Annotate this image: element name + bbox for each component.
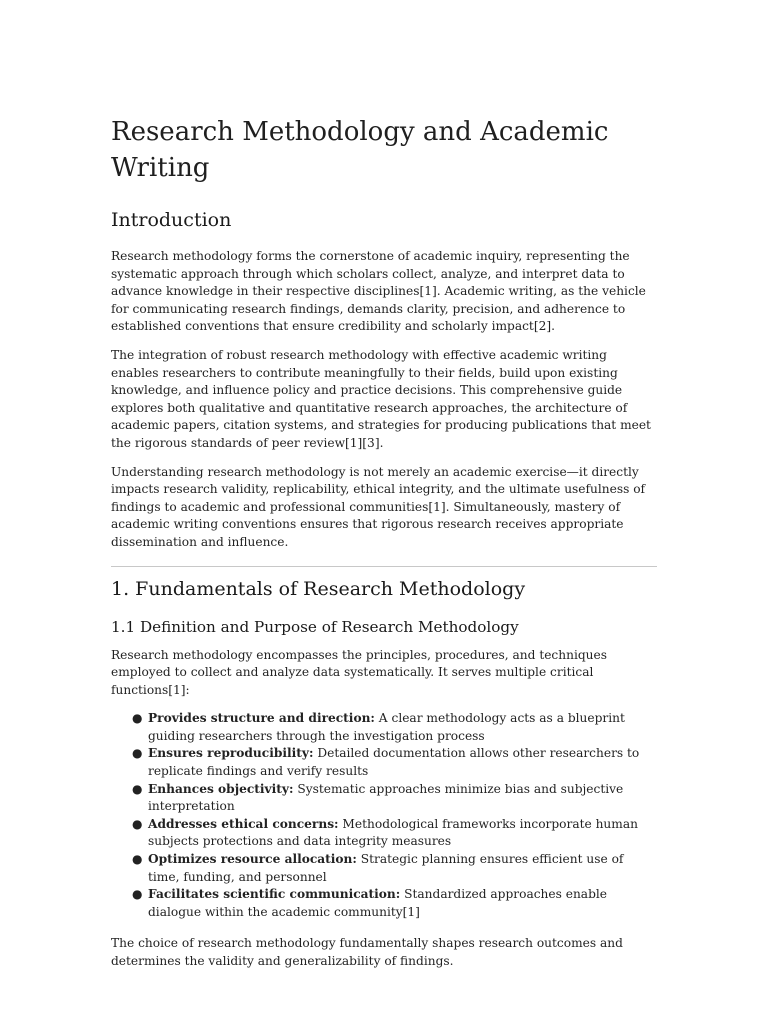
section-divider (111, 566, 657, 567)
section-1-lead-paragraph: Research methodology encompasses the principles, procedures, and techniques employed to collect and analyze data systematically. It serves multiple critical functions[1]: (111, 647, 607, 697)
list-item (132, 745, 658, 780)
list-item (132, 886, 658, 921)
intro-paragraph-2: The integration of robust research methodology with effective academic writing enables researchers to contribute meaningfully to their fields, build upon existing knowledge, and influence policy and practice decisions. This comprehensive guide explores both qualitative and quantitative research approaches, the architecture of academic papers, citation systems, and strategies for producing publications that meet the rigorous standards of peer review[1][3]. (111, 347, 651, 450)
bullet-icon: ● (132, 887, 143, 902)
list-item-text: Systematic approaches minimize bias and subjective interpretation (148, 781, 624, 814)
introduction-heading: Introduction (111, 209, 232, 231)
list-item (132, 816, 658, 851)
list-item-text: Detailed documentation allows other researchers to replicate findings and verify results (148, 746, 640, 779)
functions-list (111, 710, 658, 921)
list-item-text: Methodological frameworks incorporate human subjects protections and data integrity measures (148, 816, 638, 849)
bullet-icon: ● (132, 781, 143, 796)
list-item-text: Strategic planning ensures efficient use of time, funding, and personnel (148, 852, 624, 884)
list-item-term: Facilitates scientific communication: (148, 887, 401, 902)
document-title: Research Methodology and Academic Writing (111, 117, 609, 183)
list-item-term: Enhances objectivity: (148, 781, 294, 796)
list-item-text: A clear methodology acts as a blueprint guiding researchers through the investigation process (148, 711, 625, 743)
list-item-term: Provides structure and direction: (148, 711, 375, 726)
intro-paragraph-3: Understanding research methodology is not merely an academic exercise—it directly impacts research validity, replicability, ethical integrity, and the ultimate usefulness of findings to academic and professional communities[1]. Simultaneously, mastery of academic writing conventions ensures that rigorous research receives appropriate dissemination and influence. (111, 464, 646, 549)
bullet-icon: ● (132, 746, 143, 761)
list-item-text: Standardized approaches enable dialogue within the academic community[1] (148, 887, 607, 919)
list-item (132, 781, 658, 816)
bullet-icon: ● (132, 816, 143, 831)
list-item-term: Optimizes resource allocation: (148, 852, 357, 867)
list-item (132, 851, 658, 886)
section-1-heading: 1. Fundamentals of Research Methodology (111, 577, 526, 600)
section-1-closing-paragraph: The choice of research methodology fundamentally shapes research outcomes and determines the validity and generalizability of findings. (111, 936, 623, 968)
list-item-term: Addresses ethical concerns: (148, 816, 339, 831)
intro-paragraph-1: Research methodology forms the cornerstone of academic inquiry, representing the systematic approach through which scholars collect, analyze, and interpret data to advance knowledge in their respective disciplines[1]. Academic writing, as the vehicle for communicating research findings, demands clarity, precision, and adherence to established conventions that ensure credibility and scholarly impact[2]. (111, 249, 646, 334)
list-item-term: Ensures reproducibility: (148, 746, 314, 761)
bullet-icon: ● (132, 852, 143, 867)
bullet-icon: ● (132, 711, 143, 726)
list-item (132, 710, 658, 745)
subsection-1-1-heading: 1.1 Definition and Purpose of Research Methodology (111, 617, 519, 636)
